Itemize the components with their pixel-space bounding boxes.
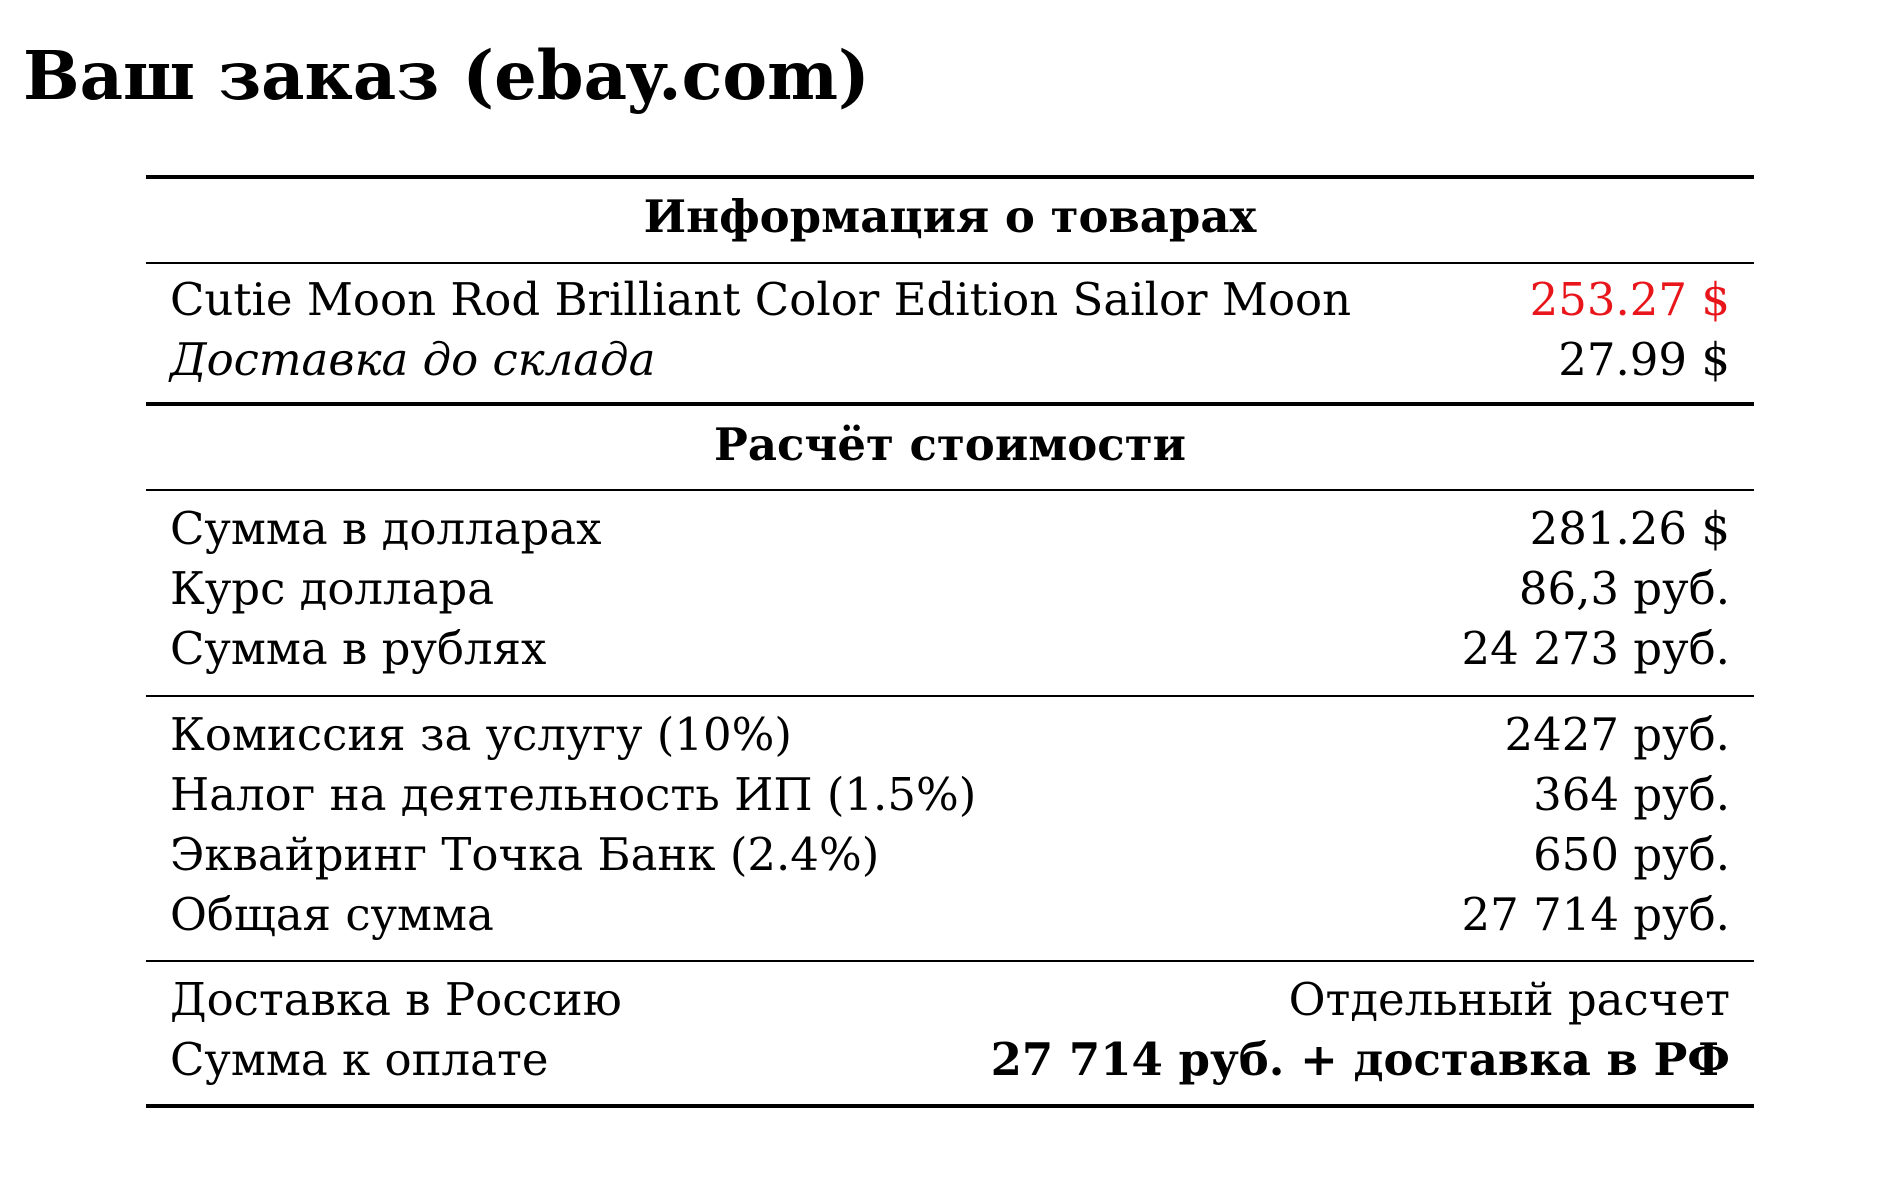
fee-row [170,705,1730,765]
amount-due-label: Сумма к оплате [170,1033,549,1086]
items-section-bottom-rule [146,402,1754,406]
product-price: 253.27 $ [1529,273,1730,326]
fees-group-rule [146,960,1754,962]
items-section-heading: Информация о товарах [643,190,1257,243]
row-value: 364 руб. [1533,768,1730,821]
warehouse-shipping-label: Доставка до склада [170,333,656,386]
page-title: Ваш заказ (ebay.com) [23,36,870,115]
conversion-row [170,499,1730,559]
table-top-rule [146,175,1754,179]
table-bottom-rule [146,1104,1754,1108]
row-label: Налог на деятельность ИП (1.5%) [170,768,977,821]
fee-row [170,825,1730,885]
product-name: Cutie Moon Rod Brilliant Color Edition Sailor Moon [170,273,1352,326]
calculation-heading-rule [146,489,1754,491]
amount-due-value: 27 714 руб. + доставка в РФ [990,1033,1730,1086]
row-value: Отдельный расчет [1288,973,1730,1026]
row-value: 27 714 руб. [1461,888,1730,941]
warehouse-shipping-value: 27.99 $ [1558,333,1730,386]
row-label: Общая сумма [170,888,494,941]
items-heading-rule [146,262,1754,264]
fee-row [170,885,1730,945]
row-value: 24 273 руб. [1461,622,1730,675]
amount-due-row [170,1030,1730,1090]
product-row [170,270,1730,330]
conversion-group-rule [146,695,1754,697]
calculation-section-heading: Расчёт стоимости [714,418,1186,471]
warehouse-shipping-row [170,330,1730,390]
row-label: Доставка в Россию [170,973,622,1026]
row-value: 2427 руб. [1504,708,1730,761]
fee-row [170,765,1730,825]
row-label: Сумма в рублях [170,622,547,675]
row-value: 281.26 $ [1529,502,1730,555]
row-label: Комиссия за услугу (10%) [170,708,792,761]
order-summary-table [146,175,1754,1111]
row-label: Эквайринг Точка Банк (2.4%) [170,828,880,881]
conversion-row [170,619,1730,679]
final-row [170,970,1730,1030]
row-label: Курс доллара [170,562,495,615]
conversion-row [170,559,1730,619]
row-label: Сумма в долларах [170,502,602,555]
row-value: 650 руб. [1533,828,1730,881]
row-value: 86,3 руб. [1518,562,1730,615]
